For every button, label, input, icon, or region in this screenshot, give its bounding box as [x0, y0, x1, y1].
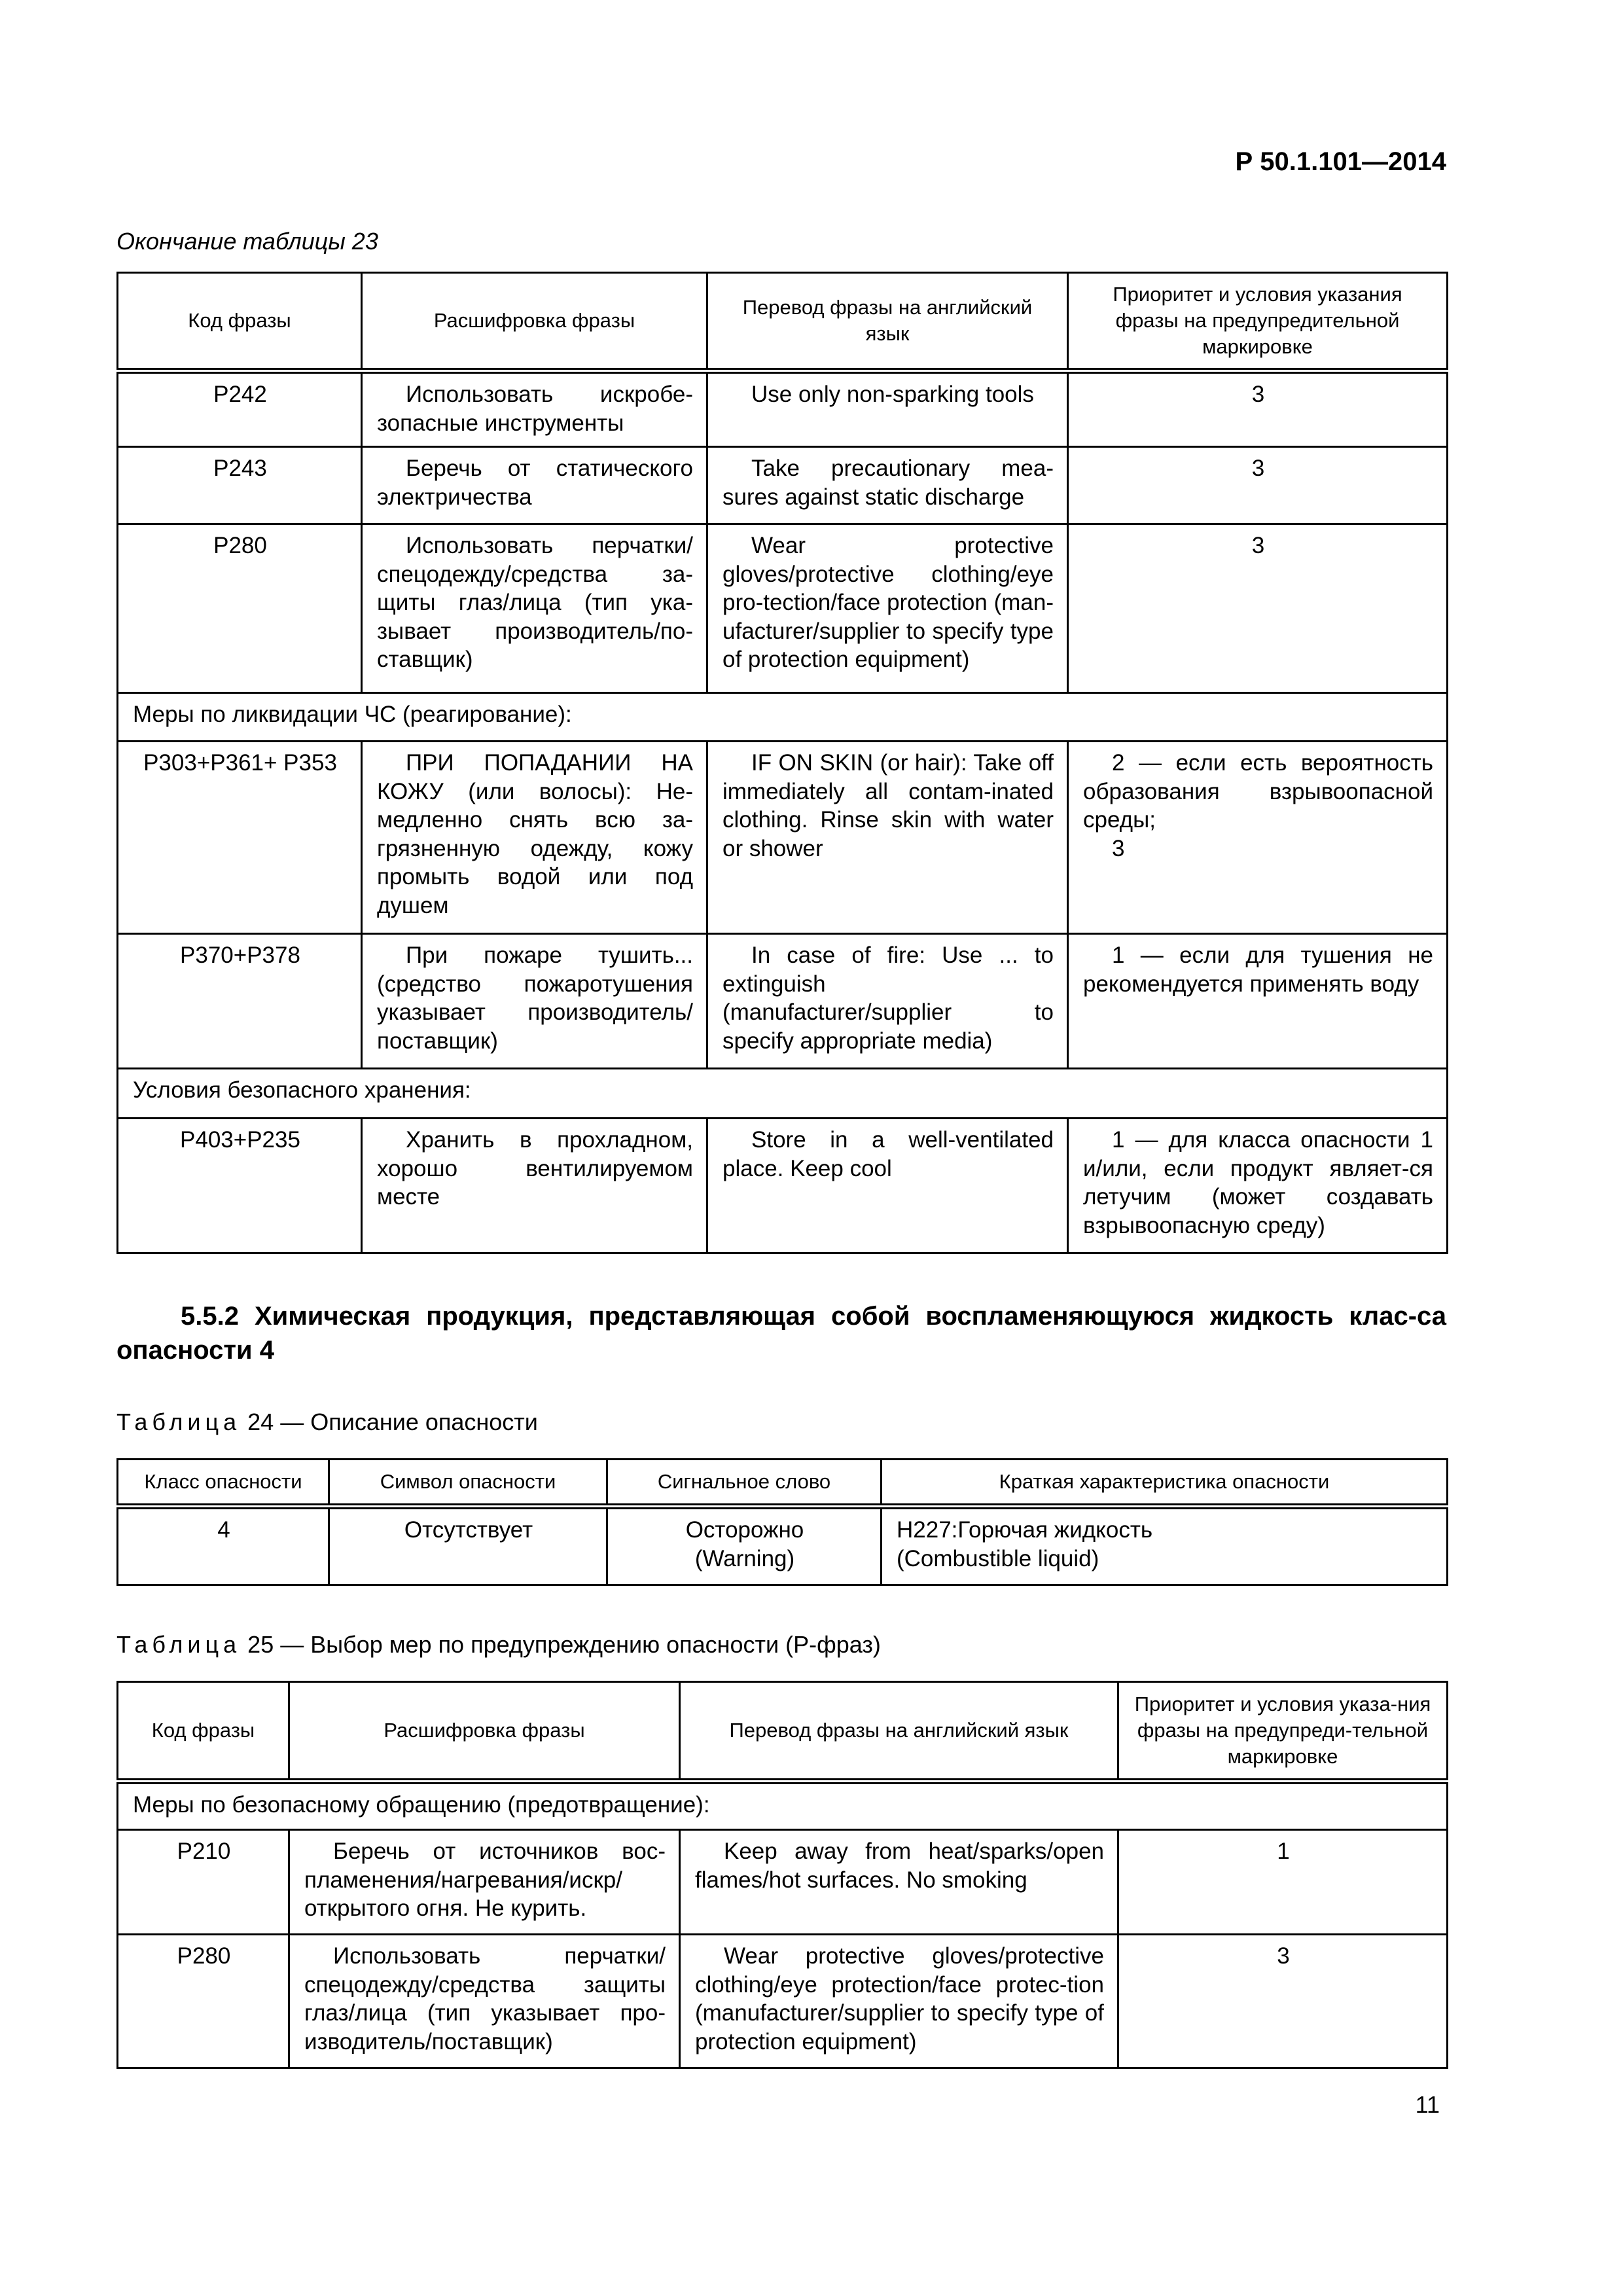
table-row	[118, 1119, 1448, 1253]
hazard-description-en: (Combustible liquid)	[897, 1545, 1099, 1571]
phrase-text: ПРИ ПОПАДАНИИ НА КОЖУ (или волосы): Не-медленно снять всю за-грязненную одежду, кожу промыть водой или под душем	[362, 742, 707, 934]
phrase-translation: Keep away from heat/sparks/open flames/hot surfaces. No smoking	[680, 1830, 1118, 1935]
phrase-priority: 1 — для класса опасности 1 и/или, если продукт являет-ся летучим (может создавать взрывоопасную среду)	[1068, 1119, 1448, 1253]
phrase-text: Использовать перчатки/спецодежду/средства защиты глаз/лица (тип указывает про-изводитель/поставщик)	[289, 1935, 680, 2068]
section-label: Условия безопасного хранения:	[118, 1069, 1448, 1119]
table-row	[118, 371, 1448, 447]
phrase-code: P243	[118, 447, 362, 524]
priority-value: 3	[1112, 835, 1125, 861]
phrase-code: P370+P378	[118, 934, 362, 1069]
phrase-text: Использовать перчатки/спецодежду/средства за-щиты глаз/лица (тип ука-зывает производитель/по-ставщик)	[362, 524, 707, 693]
table-24	[116, 1458, 1448, 1586]
table-row	[118, 742, 1448, 934]
signal-word-ru: Осторожно	[685, 1517, 804, 1543]
section-label: Меры по безопасному обращению (предотвращение):	[118, 1782, 1448, 1830]
phrase-text: Хранить в прохладном, хорошо вентилируемом месте	[362, 1119, 707, 1253]
table-section-row	[118, 693, 1448, 742]
phrase-translation: IF ON SKIN (or hair): Take off immediately all contam-inated clothing. Rinse skin with water or shower	[707, 742, 1068, 934]
phrase-priority: 3	[1068, 371, 1448, 447]
phrase-translation: Take precautionary mea-sures against static discharge	[707, 447, 1068, 524]
column-header: Символ опасности	[329, 1460, 607, 1507]
phrase-priority: 3	[1118, 1935, 1448, 2068]
column-header: Класс опасности	[118, 1460, 329, 1507]
phrase-text: Беречь от источников вос-пламенения/нагревания/искр/открытого огня. Не курить.	[289, 1830, 680, 1935]
table-25	[116, 1681, 1448, 2069]
phrase-code: P280	[118, 1935, 289, 2068]
table-section-row	[118, 1069, 1448, 1119]
table-row	[118, 1830, 1448, 1935]
page-number: 11	[1415, 2091, 1440, 2118]
table-23	[116, 272, 1448, 1254]
table-title: 24 — Описание опасности	[247, 1408, 538, 1435]
column-header: Сигнальное слово	[607, 1460, 882, 1507]
column-header: Перевод фразы на английский язык	[680, 1682, 1118, 1782]
column-header: Расшифровка фразы	[362, 273, 707, 371]
phrase-code: P303+P361+ P353	[118, 742, 362, 934]
column-header: Приоритет и условия указания фразы на предупредительной маркировке	[1068, 273, 1448, 371]
table-25-caption	[116, 1631, 881, 1659]
table-row	[118, 524, 1448, 693]
phrase-code: P210	[118, 1830, 289, 1935]
table-23-caption: Окончание таблицы 23	[116, 228, 378, 255]
table-header-row	[118, 273, 1448, 371]
signal-word	[607, 1507, 882, 1585]
phrase-translation: Wear protective gloves/protective clothing/eye protection/face protec-tion (manufacturer/supplier to specify type of protection equipment)	[680, 1935, 1118, 2068]
column-header: Перевод фразы на английский язык	[707, 273, 1068, 371]
hazard-description-ru: H227:Горючая жидкость	[897, 1517, 1153, 1543]
hazard-description	[882, 1507, 1448, 1585]
table-section-row	[118, 1782, 1448, 1830]
section-label: Меры по ликвидации ЧС (реагирование):	[118, 693, 1448, 742]
phrase-priority: 3	[1068, 447, 1448, 524]
phrase-translation: Store in a well-ventilated place. Keep cool	[707, 1119, 1068, 1253]
table-header-row	[118, 1682, 1448, 1782]
table-row	[118, 1507, 1448, 1585]
phrase-priority: 1 — если для тушения не рекомендуется применять воду	[1068, 934, 1448, 1069]
table-24-caption	[116, 1408, 538, 1436]
table-row	[118, 1935, 1448, 2068]
phrase-priority: 1	[1118, 1830, 1448, 1935]
phrase-code: P280	[118, 524, 362, 693]
table-row	[118, 447, 1448, 524]
phrase-translation: Use only non-sparking tools	[707, 371, 1068, 447]
table-label: Таблица	[116, 1408, 241, 1435]
column-header: Код фразы	[118, 273, 362, 371]
hazard-symbol: Отсутствует	[329, 1507, 607, 1585]
column-header: Код фразы	[118, 1682, 289, 1782]
phrase-priority: 3	[1068, 524, 1448, 693]
column-header: Приоритет и условия указа-ния фразы на предупреди-тельной маркировке	[1118, 1682, 1448, 1782]
hazard-class: 4	[118, 1507, 329, 1585]
phrase-translation: In case of fire: Use ... to extinguish (manufacturer/supplier to specify appropriate media)	[707, 934, 1068, 1069]
table-label: Таблица	[116, 1631, 241, 1658]
document-id: Р 50.1.101—2014	[1235, 147, 1446, 176]
phrase-code: P403+P235	[118, 1119, 362, 1253]
phrase-code: P242	[118, 371, 362, 447]
signal-word-en: (Warning)	[694, 1545, 795, 1571]
phrase-text: Беречь от статического электричества	[362, 447, 707, 524]
table-header-row	[118, 1460, 1448, 1507]
phrase-text: Использовать искробе-зопасные инструменты	[362, 371, 707, 447]
table-row	[118, 934, 1448, 1069]
phrase-priority	[1068, 742, 1448, 934]
column-header: Расшифровка фразы	[289, 1682, 680, 1782]
column-header: Краткая характеристика опасности	[882, 1460, 1448, 1507]
phrase-translation: Wear protective gloves/protective clothing/eye pro-tection/face protection (man-ufacturer/supplier to specify type of protection equipment)	[707, 524, 1068, 693]
table-title: 25 — Выбор мер по предупреждению опасности (Р-фраз)	[247, 1631, 881, 1658]
section-heading: 5.5.2 Химическая продукция, представляющая собой воспламеняющуюся жидкость клас-са опасности 4	[116, 1302, 1446, 1365]
phrase-text: При пожаре тушить... (средство пожаротушения указывает производитель/поставщик)	[362, 934, 707, 1069]
priority-condition: 2 — если есть вероятность образования взрывоопасной среды;	[1083, 750, 1433, 833]
